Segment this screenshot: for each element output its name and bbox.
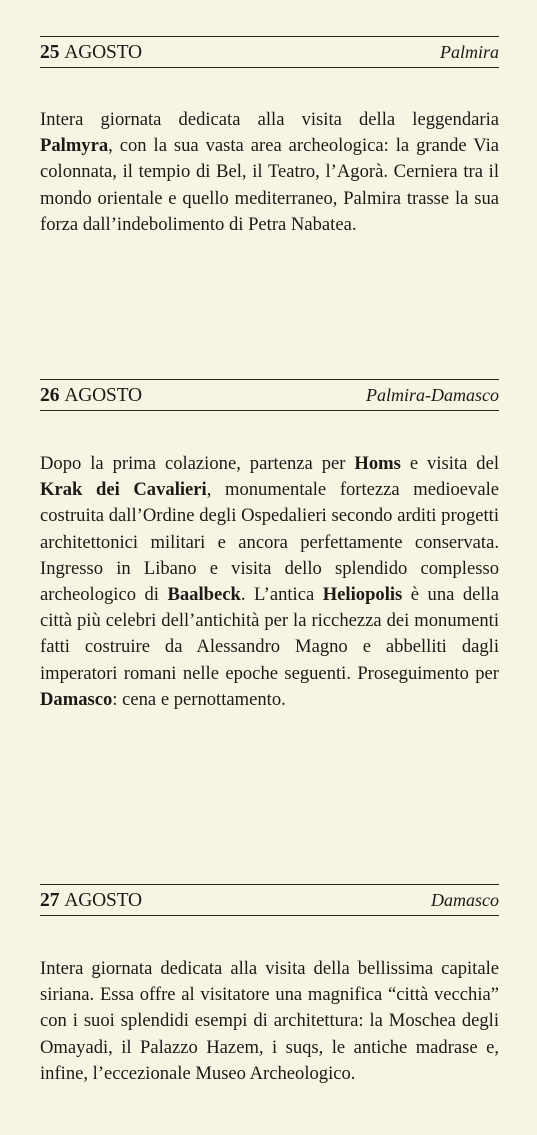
text-run: Intera giornata dedicata alla visita della bellissima capitale siriana. Essa offre al visitatore una magnifica “città vecchia” con i suoi splendidi esempi di architettura: la Moschea degli Omayadi, il Palazzo Hazem, i suqs, le antiche madrase e, infine, l’eccezionale Museo Archeologico.: [40, 958, 499, 1084]
place-name: Damasco: [431, 890, 499, 910]
date-label: [40, 886, 142, 916]
text-run: e visita del: [400, 453, 499, 474]
text-run: Intera giornata dedicata alla visita della leggendaria: [40, 109, 499, 130]
bold-place-name: Heliopolis: [322, 584, 403, 606]
day-section-26: [40, 379, 499, 713]
bold-place-name: Damasco: [40, 688, 113, 710]
date-month: AGOSTO: [64, 42, 142, 63]
place-name: Palmira-Damasco: [366, 385, 499, 405]
text-run: Dopo la prima colazione, partenza per: [40, 453, 355, 474]
day-section-25: [40, 36, 499, 238]
text-run: . L’antica: [240, 584, 323, 606]
day-description: [40, 107, 499, 238]
date-label: [40, 38, 142, 68]
day-header: [40, 37, 499, 67]
bold-place-name: Palmyra: [40, 135, 109, 157]
bold-place-name: Baalbeck: [167, 584, 241, 606]
date-day: 25: [40, 42, 60, 63]
day-description: [40, 956, 499, 1087]
day-header: [40, 885, 499, 915]
date-month: AGOSTO: [64, 890, 142, 911]
text-run: è una della città più celebri dell’antichità per la ricchezza dei monumenti fatti costruire da Alessandro Magno e abbelliti dagli imperatori romani nelle epoche seguenti. Proseguimento per: [40, 584, 499, 684]
place-name: Palmira: [439, 42, 499, 62]
text-run: , con la sua vasta area archeologica: la grande Via colonnata, il tempio di Bel, il Teatro, l’Agorà. Cerniera tra il mondo orientale e quello mediterraneo, Palmira trasse la sua forza dall’indebolimento di Petra Nabatea.: [40, 135, 499, 235]
date-day: 26: [40, 385, 60, 406]
date-month: AGOSTO: [64, 385, 142, 406]
date-label: [40, 381, 142, 411]
day-section-27: [40, 884, 499, 1087]
day-description: [40, 451, 499, 713]
text-run: , monumentale fortezza medioevale costruita dall’Ordine degli Ospedalieri secondo arditi progetti architettonici militari e ancora perfettamente conservata. Ingresso in Libano e visita dello splendido complesso archeologico di: [40, 479, 499, 606]
bold-place-name: Homs: [354, 453, 401, 474]
text-run: : cena e pernottamento.: [112, 688, 286, 710]
bold-place-name: Krak dei Cavalieri: [40, 479, 207, 501]
date-day: 27: [40, 890, 60, 911]
day-header: [40, 380, 499, 410]
